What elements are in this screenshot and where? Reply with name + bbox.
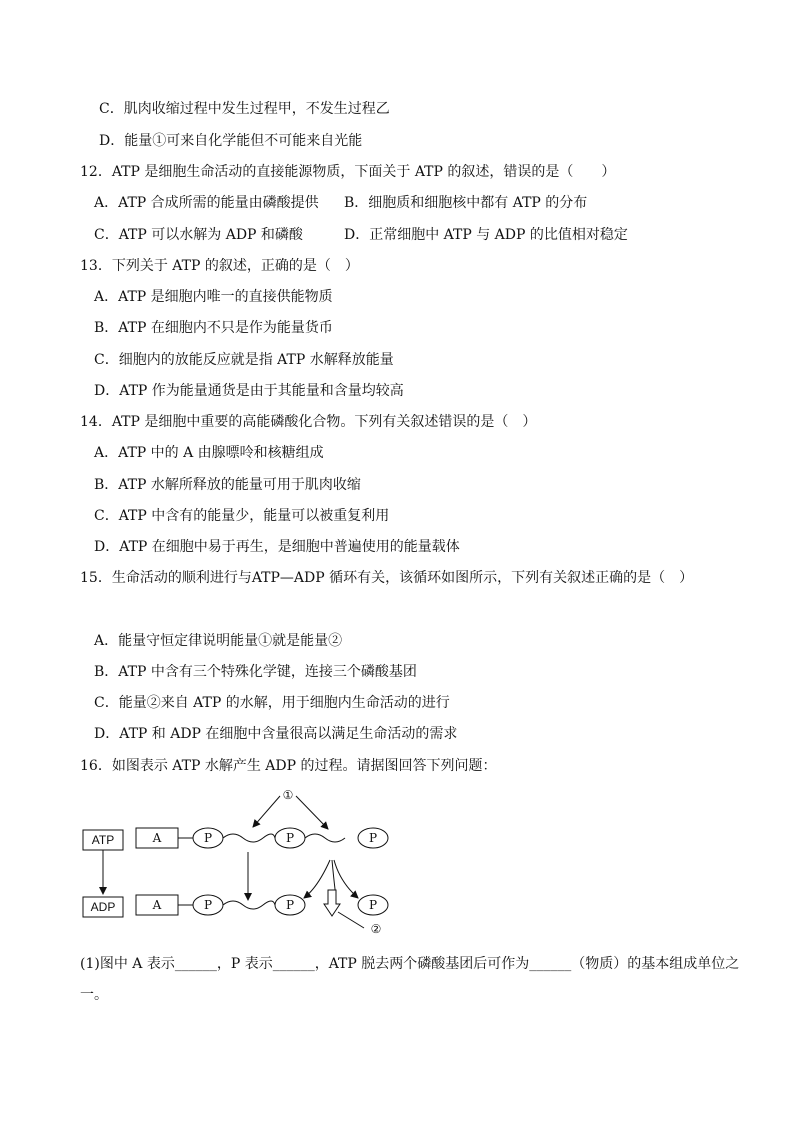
energy-2-hollow-arrow [324,890,340,916]
atp-box [83,830,123,850]
energy-1-arrow-right [296,796,328,829]
q12-stem: 12．ATP 是细胞生命活动的直接能源物质，下面关于 ATP 的叙述，错误的是（ ） [80,164,616,180]
energy-1-label: ① [282,788,294,802]
q14-option-d: D．ATP 在细胞中易于再生，是细胞中普遍使用的能量载体 [94,539,460,555]
atp-hydrolysis-diagram [78,782,408,942]
q14-option-b: B．ATP 水解所释放的能量可用于肌肉收缩 [94,477,361,493]
q16-part-1-continued: 一。 [80,987,108,1003]
adp-box-label: ADP [90,900,116,914]
q13-option-a: A．ATP 是细胞内唯一的直接供能物质 [94,289,333,305]
q13-option-d: D．ATP 作为能量通货是由于其能量和含量均较高 [94,383,404,399]
phosphate-label: P [368,831,378,845]
high-energy-bond [223,901,275,909]
high-energy-bond-1 [223,834,275,842]
q15-option-d: D．ATP 和 ADP 在细胞中含量很高以满足生命活动的需求 [94,726,458,742]
q13-option-b: B．ATP 在细胞内不只是作为能量货币 [94,320,333,336]
q15-option-c: C．能量②来自 ATP 的水解，用于细胞内生命活动的进行 [94,695,450,711]
q14-option-a: A．ATP 中的 A 由腺嘌呤和核糖组成 [94,445,324,461]
q13-option-c: C．细胞内的放能反应就是指 ATP 水解释放能量 [94,352,394,368]
q12-option-c: C．ATP 可以水解为 ADP 和磷酸 [94,227,303,243]
phosphate-label: P [285,831,295,845]
phosphate-label: P [203,898,213,912]
adp-molecule [136,895,388,915]
q12-option-b: B．细胞质和细胞核中都有 ATP 的分布 [344,195,588,211]
q11-option-d: D．能量①可来自化学能但不可能来自光能 [99,133,363,149]
q15-stem: 15．生命活动的顺利进行与ATP—ADP 循环有关，该循环如图所示，下列有关叙述正确的是（ ） [80,570,694,586]
q12-option-a: A．ATP 合成所需的能量由磷酸提供 [94,195,319,211]
phosphate-label: P [203,831,213,845]
q16-part-1: (1)图中 A 表示______，P 表示______，ATP 脱去两个磷酸基团后可作为______（物质）的基本组成单位之 [80,956,740,972]
q11-option-c: C．肌肉收缩过程中发生过程甲，不发生过程乙 [99,101,390,117]
energy-1-arrow-left [253,796,280,827]
q12-option-d: D．正常细胞中 ATP 与 ADP 的比值相对稳定 [344,227,628,243]
high-energy-bond-2 [305,834,345,842]
q13-stem: 13．下列关于 ATP 的叙述，正确的是（ ） [80,258,359,274]
q15-option-b: B．ATP 中含有三个特殊化学键，连接三个磷酸基团 [94,664,417,680]
energy-2-pointer [338,912,364,928]
adenosine-label-top: A [152,831,162,845]
adp-box [83,897,123,917]
q14-stem: 14．ATP 是细胞中重要的高能磷酸化合物。下列有关叙述错误的是（ ） [80,414,537,430]
phosphate-label: P [285,898,295,912]
atp-box-label: ATP [91,833,115,847]
q15-option-a: A．能量守恒定律说明能量①就是能量② [94,633,343,649]
phosphate-label: P [368,898,378,912]
q16-stem: 16．如图表示 ATP 水解产生 ADP 的过程。请据图回答下列问题： [80,758,497,774]
atp-molecule [136,828,388,848]
q14-option-c: C．ATP 中含有的能量少，能量可以被重复利用 [94,508,390,524]
adenosine-label-bottom: A [152,898,162,912]
energy-2-label: ② [370,922,382,936]
